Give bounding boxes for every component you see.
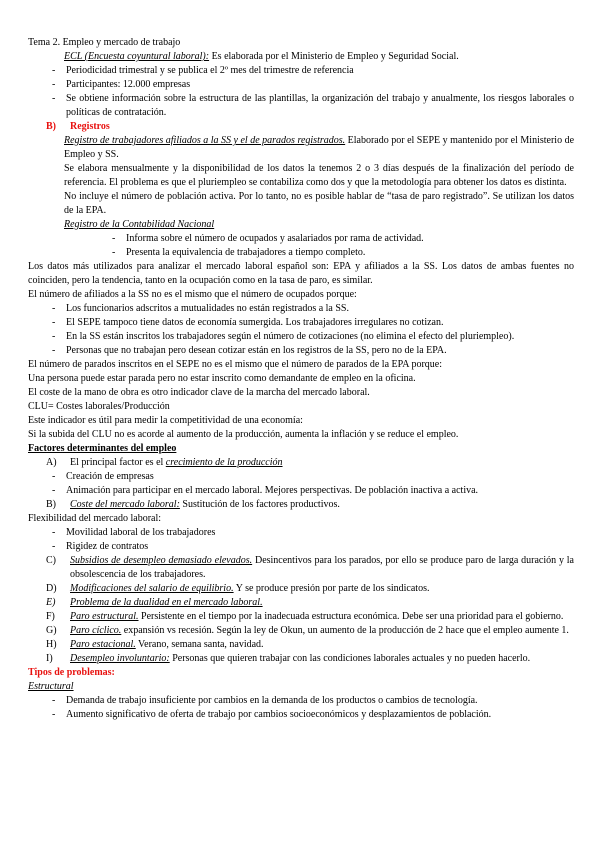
page-title: Tema 2. Empleo y mercado de trabajo (28, 37, 181, 48)
factor-a: A) El principal factor es el crecimiento de la producción (46, 457, 283, 468)
clu-subida-line: Si la subida del CLU no es acorde al aumento de la producción, aumenta la inflación y se reduce el empleo. (28, 429, 459, 440)
list-item: - Animación para participar en el mercado laboral. Mejores perspectivas. De población inactiva a activa. (52, 485, 479, 496)
list-item: - Movilidad laboral de los trabajadores (52, 527, 216, 538)
factor-f: F) Paro estructural. Persistente en el tiempo por la inadecuada estructura económica. Debe ser una prioridad para el gobierno. (46, 611, 564, 622)
coste-line: El coste de la mano de obra es otro indicador clave de la marcha del mercado laboral. (28, 387, 370, 398)
factor-c: C) Subsidios de desempleo demasiado elevados. Desincentivos para los parados, por ello se produce paro de larga duración y la obsolescencia de los trabajadores. (46, 555, 574, 580)
factor-i: I) Desempleo involuntario: Personas que quieren trabajar con las condiciones laborales actuales y no pueden hacerlo. (46, 653, 531, 664)
registros-para1: Se elabora mensualmente y la disponibilidad de los datos la tenemos 2 o 3 días después de la finalización del período de referencia. El problema es que el pluriempleo se contabiliza como dos y que la metodología para obtener los datos es distinta. (64, 163, 574, 188)
list-item: - Rigidez de contratos (52, 541, 149, 552)
list-item: - El SEPE tampoco tiene datos de economía sumergida. Los trabajadores irregulares no cotizan. (52, 317, 444, 328)
ecl-text: Es elaborada por el Ministerio de Empleo y Seguridad Social. (209, 51, 459, 62)
parados-intro: El número de parados inscritos en el SEPE no es el mismo que el número de parados de la EPA porque: (28, 359, 442, 370)
tipos-estructural: Estructural (28, 681, 74, 692)
registros-afiliados-heading: Registro de trabajadores afiliados a la SS y el de parados registrados. (64, 135, 346, 146)
flex-intro: Flexibilidad del mercado laboral: (28, 513, 162, 524)
body-paragraph: Los datos más utilizados para analizar el mercado laboral español son: EPA y afiliados a la SS. Los datos de ambas fuentes no coinciden, pero la tendencia, tanto en la ocupación como en la tasa de paro, es similar. (28, 261, 574, 286)
list-item: - Demanda de trabajo insuficiente por cambios en la demanda de los productos o cambios de tecnología. (52, 695, 478, 706)
list-item: - Creación de empresas (52, 471, 154, 482)
factores-heading: Factores determinantes del empleo (28, 443, 177, 454)
document-content (28, 36, 574, 722)
list-item: - Aumento significativo de oferta de trabajo por cambios socioeconómicos y desplazamientos de población. (52, 709, 492, 720)
list-item: - En la SS están inscritos los trabajadores según el número de cotizaciones (no elimina el efecto del pluriempleo). (52, 331, 515, 342)
list-item: - Presenta la equivalencia de trabajadores a tiempo completo. (112, 247, 366, 258)
tipos-heading: Tipos de problemas: (28, 667, 115, 678)
afiliados-intro: El número de afiliados a la SS no es el mismo que el número de ocupados porque: (28, 289, 357, 300)
ecl-heading: ECL (Encuesta coyuntural laboral): (64, 51, 210, 62)
contabilidad-heading: Registro de la Contabilidad Nacional (64, 219, 215, 230)
clu-line: CLU= Costes laborales/Producción (28, 401, 170, 412)
factor-g: G) Paro cíclico. expansión vs recesión. Según la ley de Okun, un aumento de la producción de 2 hace que el empleo aumente 1. (46, 625, 569, 636)
factor-e: E) Problema de la dualidad en el mercado laboral. (46, 597, 263, 608)
factor-h: H) Paro estacional. Verano, semana santa, navidad. (46, 639, 264, 650)
list-item: - Se obtiene información sobre la estructura de las plantillas, la organización del trabajo y anualmente, los riesgos laborales o políticas de contratación. (52, 93, 574, 118)
list-item: - Periodicidad trimestral y se publica el 2º mes del trimestre de referencia (52, 65, 354, 76)
registros-para2: No incluye el número de población activa. Por lo tanto, no es posible hablar de “tasa de paro registrado”. Se utilizan los datos de la EPA. (64, 191, 574, 216)
factor-d: D) Modificaciones del salario de equilibrio. Y se produce presión por parte de los sindicatos. (46, 583, 430, 594)
list-item: - Informa sobre el número de ocupados y asalariados por rama de actividad. (112, 233, 424, 244)
registros-afiliados: Registro de trabajadores afiliados a la SS y el de parados registrados. Elaborado por el SEPE y mantenido por el Ministerio de Empleo y SS. (64, 135, 575, 160)
parados-line: Una persona puede estar parada pero no estar inscrito como demandante de empleo en la oficina. (28, 373, 416, 384)
list-item: - Participantes: 12.000 empresas (52, 79, 191, 90)
indicador-line: Este indicador es útil para medir la competitividad de una economía: (28, 415, 303, 426)
factor-b: B) Coste del mercado laboral: Sustitución de los factores productivos. (46, 499, 340, 510)
ecl-line (28, 50, 574, 64)
list-item: - Personas que no trabajan pero desean cotizar están en los registros de la SS, pero no de la EPA. (52, 345, 447, 356)
list-item: - Los funcionarios adscritos a mutualidades no están registrados a la SS. (52, 303, 349, 314)
registros-heading: B) Registros (46, 121, 110, 132)
